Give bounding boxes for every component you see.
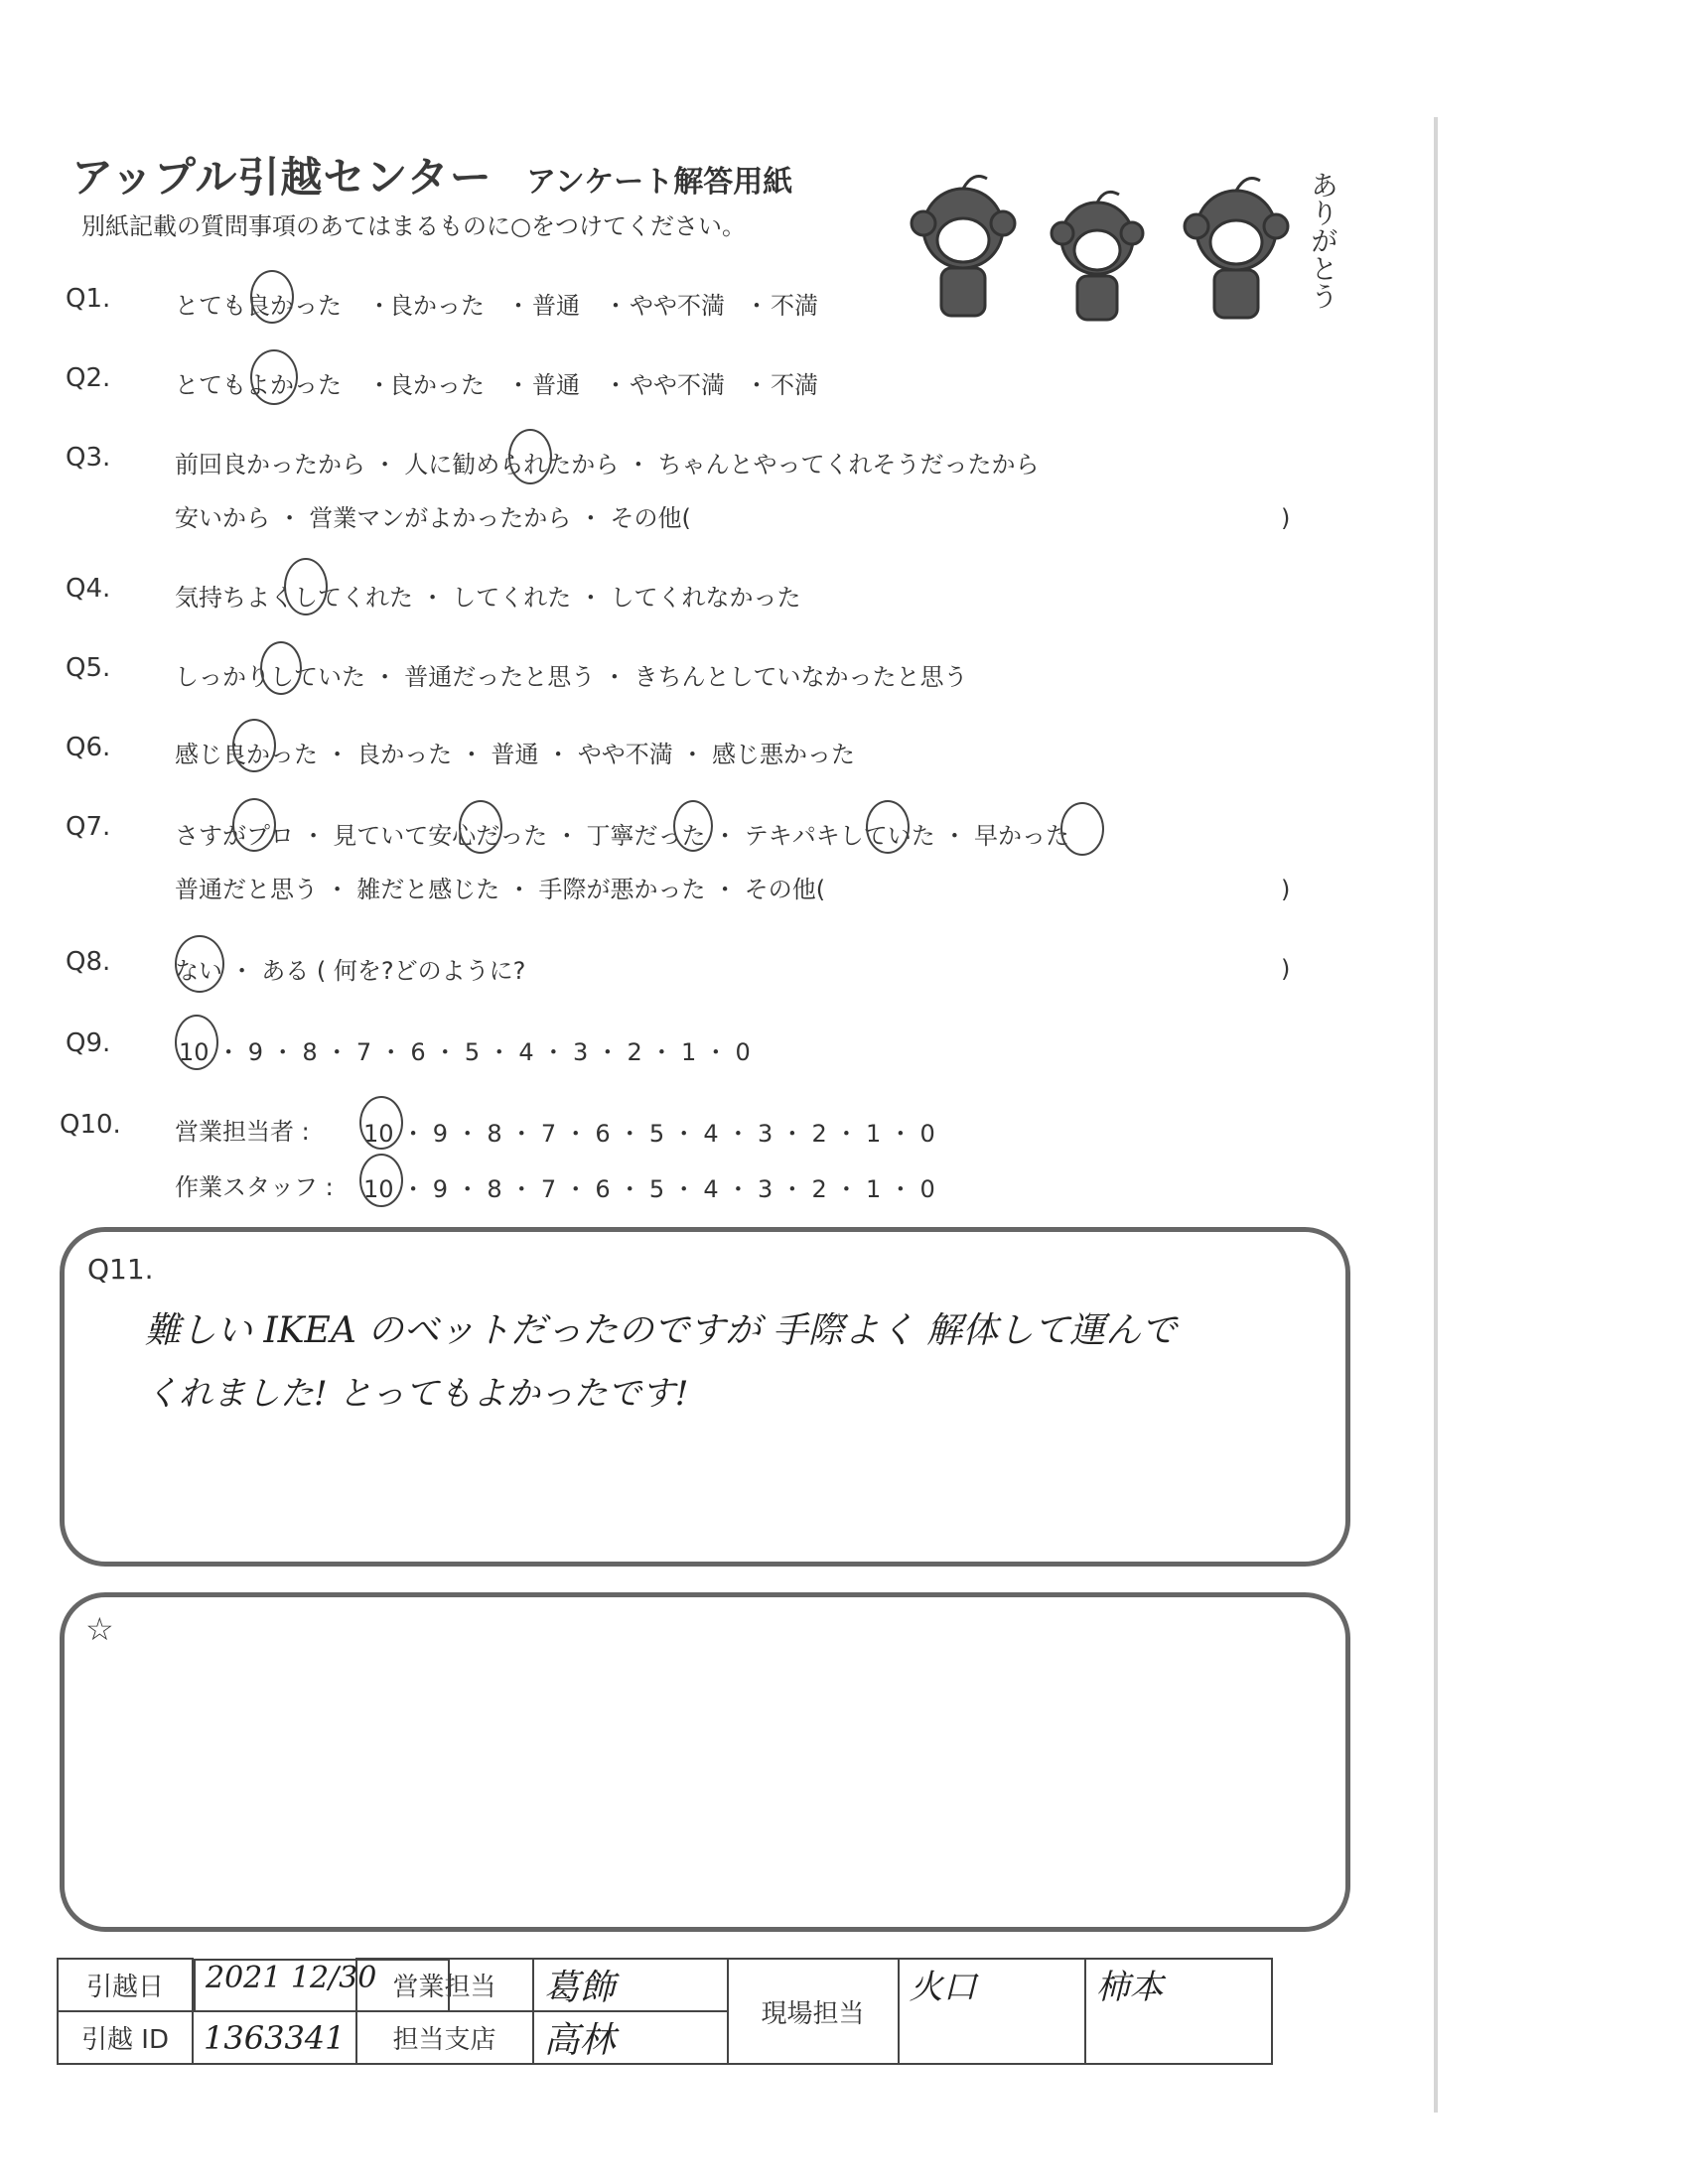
q9-answer-circle (175, 1015, 218, 1070)
q7-number: Q7. (66, 812, 111, 842)
q2-option-3[interactable]: 普通 (532, 371, 580, 399)
q1-number: Q1. (66, 284, 111, 314)
q10-staff-label: 作業スタッフ : (175, 1173, 334, 1201)
q7-close-paren: ) (1281, 876, 1291, 903)
site-staff-1: 火口 (899, 1959, 1085, 2064)
company-title: アップル引越センター (71, 153, 492, 202)
q4-options[interactable]: 気持ちよくしてくれた ・ してくれた ・ してくれなかった (175, 584, 801, 612)
mascot-illustration (884, 159, 1350, 333)
q7-answer-circle-5 (1060, 802, 1104, 856)
q3-answer-circle (508, 429, 552, 484)
free-comment-box[interactable] (60, 1592, 1350, 1932)
q9-number: Q9. (66, 1028, 111, 1058)
q1-option-2[interactable]: 良かった (389, 292, 485, 320)
mascot-1 (912, 177, 1015, 316)
mascot-3 (1185, 179, 1288, 318)
q8-number: Q8. (66, 947, 111, 977)
q2-option-4[interactable]: やや不満 (630, 371, 725, 399)
q6-answer-circle (232, 719, 276, 772)
q5-number: Q5. (66, 653, 111, 683)
q6-options[interactable]: 感じ良かった ・ 良かった ・ 普通 ・ やや不満 ・ 感じ悪かった (175, 741, 856, 768)
q6-number: Q6. (66, 733, 111, 762)
q7-options-line1[interactable]: さすがプロ ・ 見ていて安心だった ・ 丁寧だった ・ テキパキしていた ・ 早かった (175, 822, 1070, 850)
q2-option-2[interactable]: 良かった (389, 371, 485, 399)
q2-option-5[interactable]: 不満 (771, 371, 818, 399)
branch-label: 担当支店 (356, 2011, 533, 2064)
q2-answer-circle (250, 349, 298, 405)
page-edge-shadow (1434, 117, 1438, 2113)
q3-options-line2[interactable]: 安いから ・ 営業マンがよかったから ・ その他( (175, 504, 691, 532)
branch-value: 高林 (533, 2011, 728, 2064)
q2-option-1[interactable]: とてもよかった (175, 371, 342, 399)
q1-option-5[interactable]: 不満 (771, 292, 818, 320)
q7-answer-circle-2 (459, 800, 502, 854)
mascot-2 (1052, 192, 1143, 320)
q7-answer-circle-4 (866, 800, 910, 854)
move-date-label: 引越日 (58, 1959, 193, 2011)
q4-number: Q4. (66, 574, 111, 604)
q8-answer-circle (175, 935, 224, 993)
star-icon: ☆ (85, 1610, 114, 1648)
q7-answer-circle-1 (232, 798, 276, 852)
instruction-text: 別紙記載の質問事項のあてはまるものに○をつけてください。 (81, 212, 746, 240)
site-staff-2: 柿本 (1085, 1959, 1272, 2064)
q2-number: Q2. (66, 363, 111, 393)
q10-sales-label: 営業担当者 : (175, 1118, 310, 1146)
footer-info-table (57, 1958, 1273, 2065)
q5-answer-circle (260, 641, 302, 695)
q7-options-line2[interactable]: 普通だと思う ・ 雑だと感じた ・ 手際が悪かった ・ その他( (175, 876, 826, 903)
q10-staff-answer-circle (359, 1154, 403, 1207)
site-label: 現場担当 (728, 1959, 899, 2064)
q4-answer-circle (284, 558, 328, 615)
q1-answer-circle (250, 270, 294, 324)
q8-close-paren: ) (1281, 955, 1291, 983)
q3-number: Q3. (66, 443, 111, 473)
q3-options-line1[interactable]: 前回良かったから ・ 人に勧められたから ・ ちゃんとやってくれそうだったから (175, 451, 1040, 478)
q1-option-3[interactable]: 普通 (532, 292, 580, 320)
q10-staff-scale[interactable]: 10 ・ 9 ・ 8 ・ 7 ・ 6 ・ 5 ・ 4 ・ 3 ・ 2 ・ 1 ・ 0 (363, 1175, 935, 1203)
q11-comment-line-2: くれました! とってもよかったです! (145, 1374, 689, 1414)
q1-option-4[interactable]: やや不満 (630, 292, 725, 320)
form-title: アンケート解答用紙 (526, 165, 793, 200)
sales-value: 葛飾 (533, 1959, 728, 2011)
q3-close-paren: ) (1281, 504, 1291, 532)
q5-options[interactable]: しっかりしていた ・ 普通だったと思う ・ きちんとしていなかったと思う (175, 663, 968, 691)
q11-comment-line-1: 難しい IKEA のベットだったのですが 手際よく 解体して運んで (145, 1310, 1178, 1351)
move-id-label: 引越 ID (58, 2011, 193, 2064)
q1-option-1[interactable]: とても良かった (175, 292, 342, 320)
q7-answer-circle-3 (673, 800, 713, 852)
move-date-value: 2021 12/30 (194, 1959, 450, 2012)
q10-sales-scale[interactable]: 10 ・ 9 ・ 8 ・ 7 ・ 6 ・ 5 ・ 4 ・ 3 ・ 2 ・ 1 ・ 0 (363, 1120, 935, 1148)
q11-label: Q11. (87, 1253, 154, 1286)
q9-scale[interactable]: 10 ・ 9 ・ 8 ・ 7 ・ 6 ・ 5 ・ 4 ・ 3 ・ 2 ・ 1 ・ 0 (179, 1038, 751, 1066)
q8-options[interactable]: ない ・ ある ( 何を?どのように? (175, 957, 526, 985)
move-id-value: 1363341 (193, 2011, 356, 2064)
q10-number: Q10. (60, 1110, 121, 1140)
q10-sales-answer-circle (359, 1096, 403, 1150)
mascot-caption: ありがとう (1307, 171, 1339, 310)
sales-label: 営業担当 (356, 1959, 533, 2011)
